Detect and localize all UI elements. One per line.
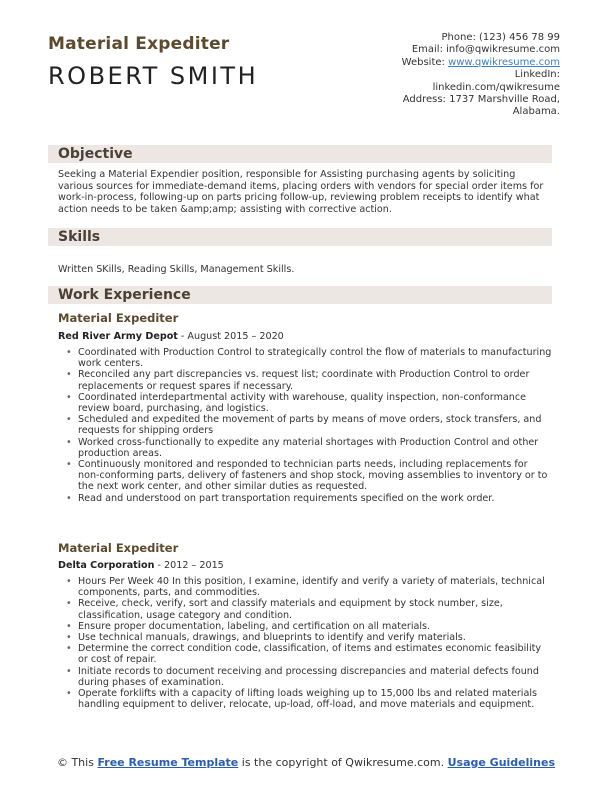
- footer-copyright: [48, 756, 564, 770]
- address-line-2: Alabama.: [512, 106, 560, 118]
- job-1-bullets: [66, 347, 552, 504]
- job-title: Material Expediter: [48, 34, 230, 54]
- job-1-company-line: [58, 331, 284, 342]
- free-resume-template-link[interactable]: Free Resume Template: [97, 756, 239, 769]
- job-1-dates: - August 2015 – 2020: [177, 331, 284, 342]
- skills-text: Written SKills, Reading Skills, Management Skills.: [58, 264, 295, 275]
- list-item: • Operate forklifts with a capacity of lifting loads weighing up to 15,000 lbs and related materials handling equipment to deliver, relocate, up-load, off-load, and move materials and equipment.: [66, 688, 552, 710]
- objective-heading: Objective: [58, 146, 133, 162]
- job-2-title: Material Expediter: [58, 541, 179, 555]
- experience-heading: Work Experience: [58, 287, 191, 303]
- job-2-bullets: [66, 576, 552, 710]
- list-item: • Determine the correct condition code, classification, of items and estimates economic feasibility or cost of repair.: [66, 643, 552, 665]
- linkedin-value: linkedin.com/qwikresume: [432, 81, 560, 93]
- objective-text: Seeking a Material Expendier position, responsible for Assisting purchasing agents by soliciting various sources for immediate-demand items, placing orders with vendors for special order items for work-in-process, following-up on parts pricing follow-up, reviewing problem receipts to identify what action needs to be taken &amp;amp; assisting with corrective action.: [58, 169, 544, 215]
- resume-header: [48, 32, 560, 132]
- linkedin-label: LinkedIn:: [514, 69, 560, 81]
- skills-section-header: [48, 228, 552, 246]
- experience-section-header: [48, 286, 552, 304]
- list-item: • Coordinated with Production Control to strategically control the flow of materials to manufacturing work centers.: [66, 347, 552, 369]
- job-2-company-line: [58, 560, 224, 571]
- list-item: • Use technical manuals, drawings, and blueprints to identify and verify materials.: [66, 632, 552, 643]
- email: Email: info@qwikresume.com: [411, 44, 560, 56]
- list-item: • Hours Per Week 40 In this position, I examine, identify and verify a variety of materials, technical components, parts, and commodities.: [66, 576, 552, 598]
- job-1-title: Material Expediter: [58, 311, 179, 325]
- job-1-company: Red River Army Depot: [58, 331, 178, 342]
- contact-info: [380, 32, 560, 119]
- address-line-1: Address: 1737 Marshville Road,: [402, 94, 560, 106]
- list-item: • Initiate records to document receiving and processing discrepancies and material defects found during phases of examination.: [66, 666, 552, 688]
- website-label: Website:: [401, 56, 449, 68]
- website-link[interactable]: www.qwikresume.com: [448, 56, 560, 68]
- job-2-dates: - 2012 – 2015: [154, 560, 224, 571]
- list-item: • Reconciled any part discrepancies vs. request list; coordinate with Production Control to order replacements or request spares if necessary.: [66, 369, 552, 391]
- list-item: • Scheduled and expedited the movement of parts by means of move orders, stock transfers, and requests for shipping orders: [66, 414, 552, 436]
- list-item: • Ensure proper documentation, labeling, and certification on all materials.: [66, 621, 552, 632]
- job-2-company: Delta Corporation: [58, 560, 155, 571]
- footer-prefix: © This: [56, 756, 98, 769]
- list-item: • Read and understood on part transportation requirements specified on the work order.: [66, 493, 552, 504]
- usage-guidelines-link[interactable]: Usage Guidelines: [447, 756, 556, 769]
- footer-middle: is the copyright of Qwikresume.com.: [238, 756, 448, 769]
- candidate-name: ROBERT SMITH: [48, 62, 259, 90]
- list-item: • Receive, check, verify, sort and classify materials and equipment by stock number, size, classification, usage category and condition.: [66, 598, 552, 620]
- list-item: • Continuously monitored and responded to technician parts needs, including replacements for non-conforming parts, delivery of fasteners and shop stock, moving assemblies to inventory or to the next work center, and other similar duties as requested.: [66, 459, 552, 493]
- list-item: • Worked cross-functionally to expedite any material shortages with Production Control and other production areas.: [66, 437, 552, 459]
- phone: Phone: (123) 456 78 99: [441, 32, 560, 43]
- skills-heading: Skills: [58, 229, 101, 245]
- website: [380, 57, 560, 69]
- objective-section-header: [48, 145, 552, 163]
- list-item: • Coordinated interdepartmental activity with warehouse, quality inspection, non-conformance review board, purchasing, and logistics.: [66, 392, 552, 414]
